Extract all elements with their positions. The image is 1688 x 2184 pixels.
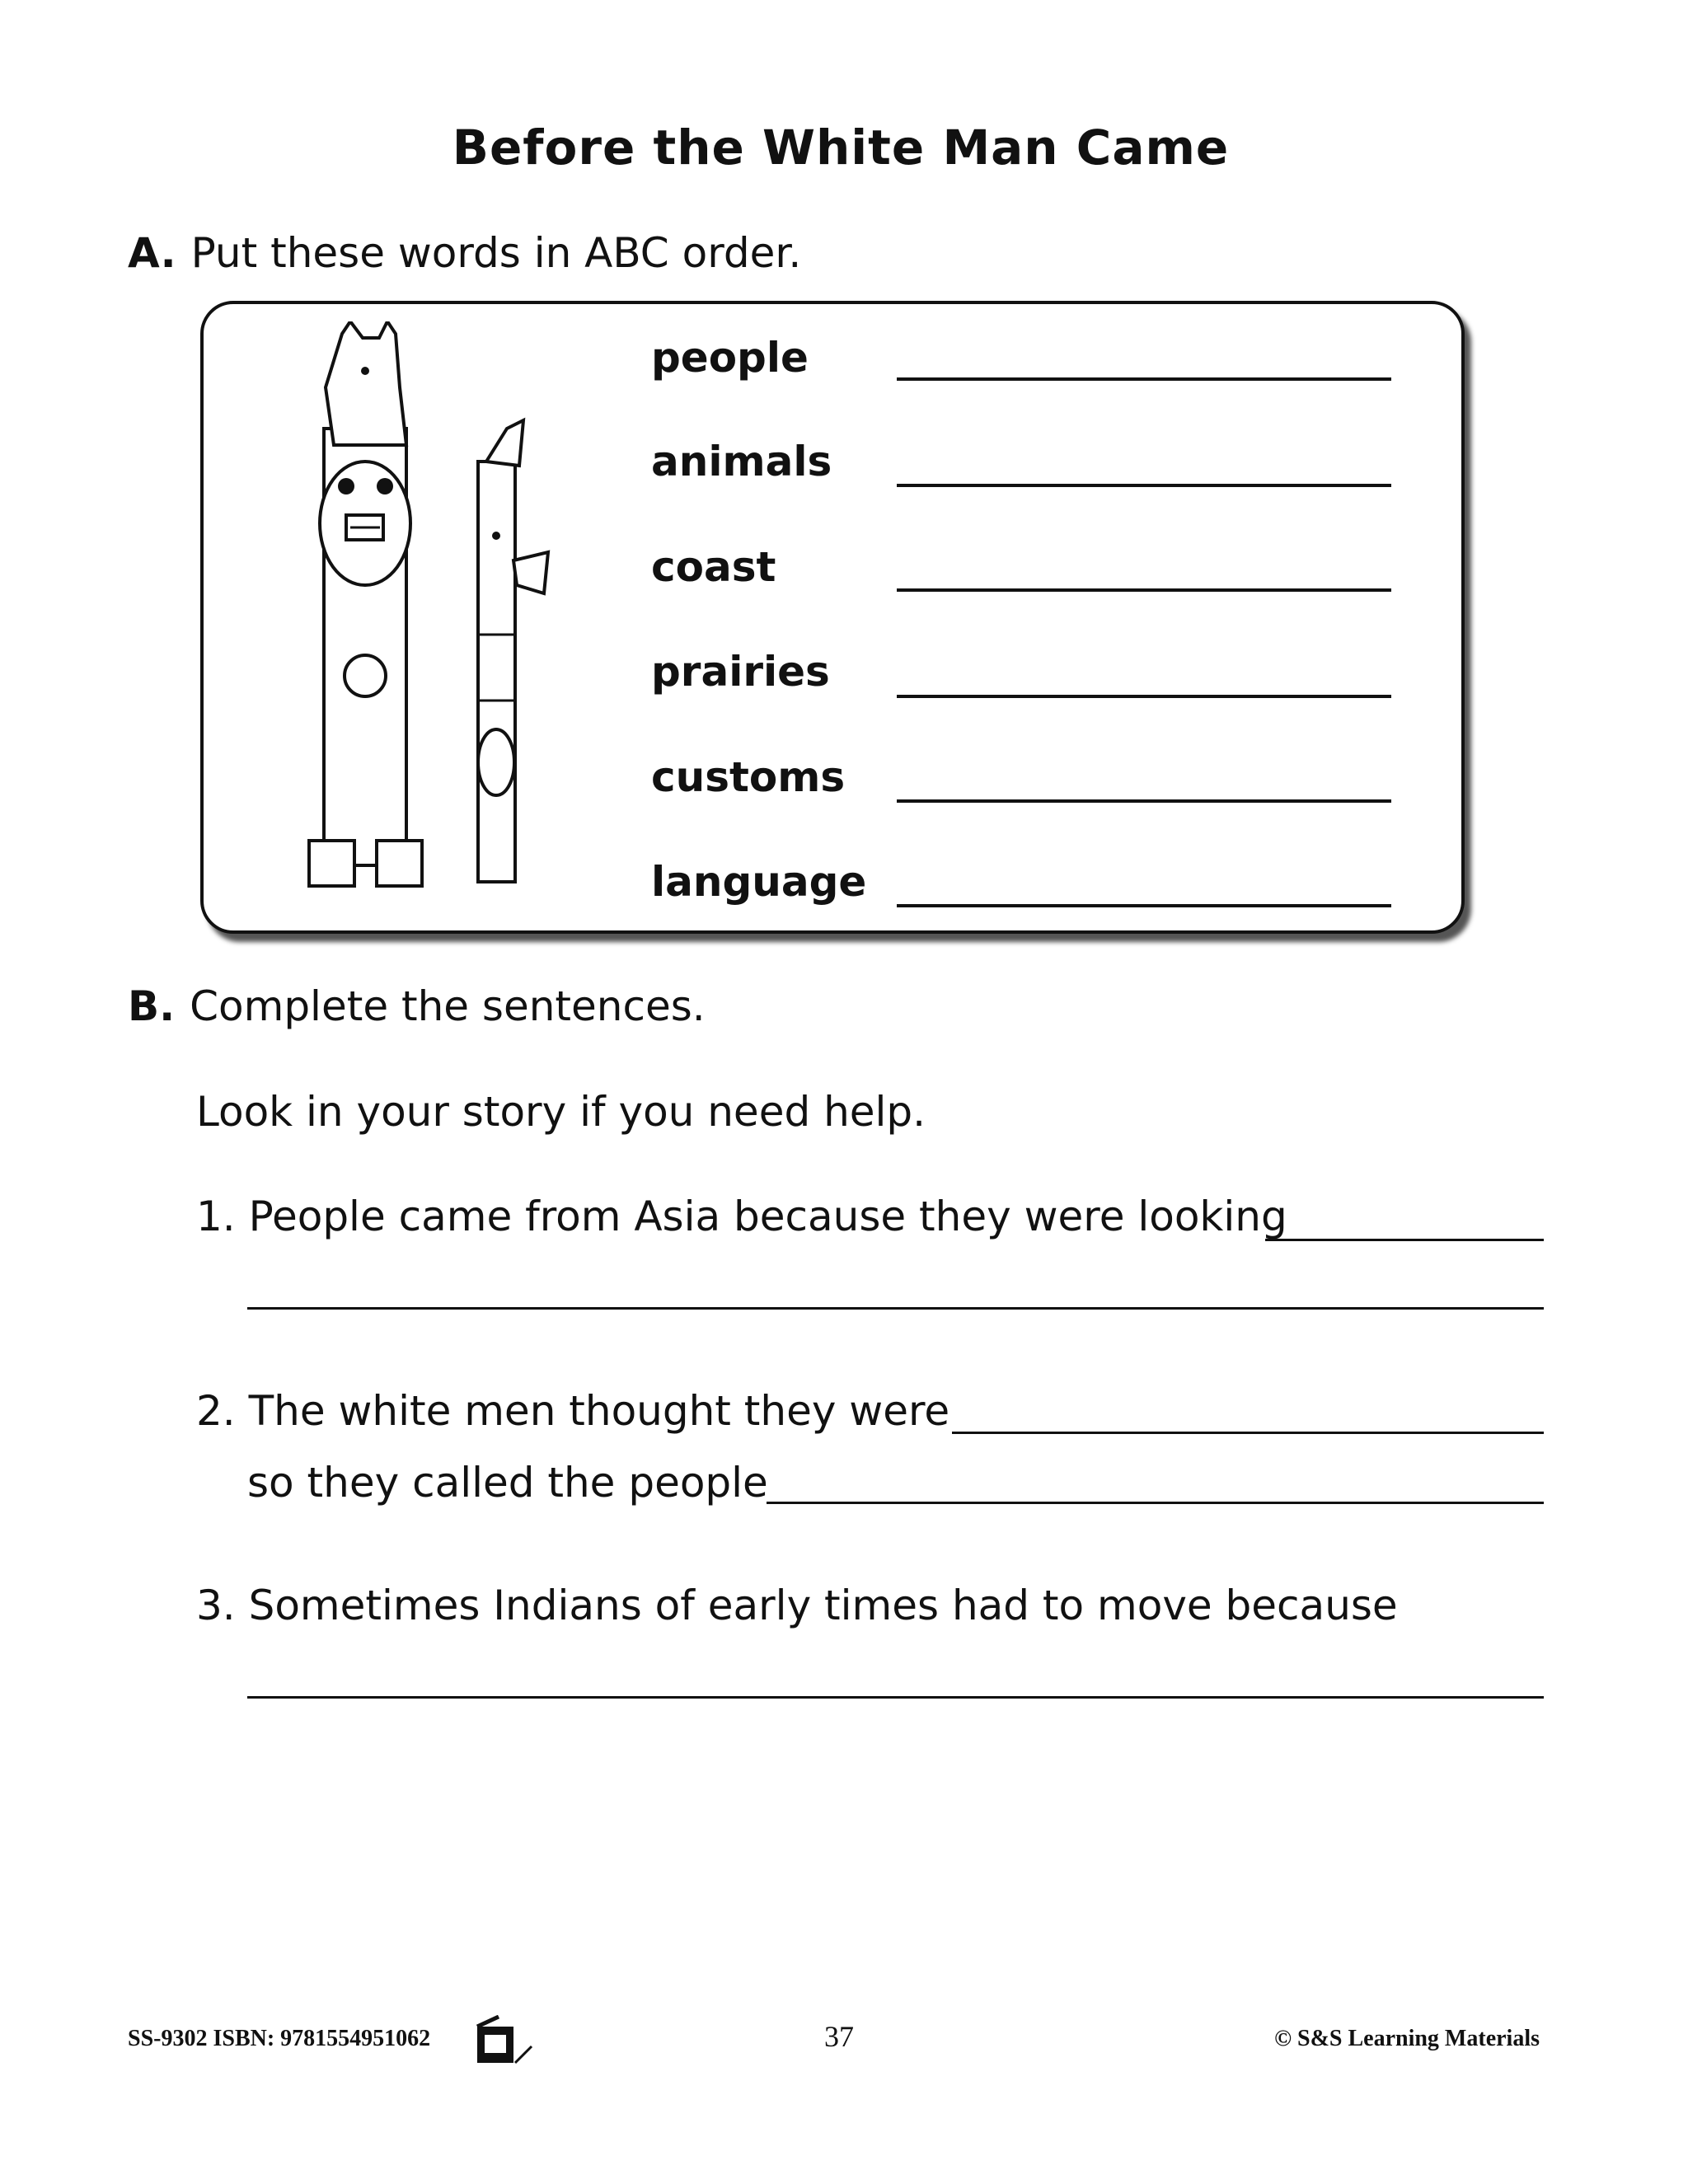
q1-answer-line-a[interactable] bbox=[1265, 1239, 1544, 1241]
page-title: Before the White Man Came bbox=[452, 120, 1230, 176]
page-number: 37 bbox=[824, 2020, 854, 2053]
hint-text: Look in your story if you need help. bbox=[196, 1088, 926, 1136]
section-a-heading bbox=[128, 229, 801, 277]
footer-copyright: © S&S Learning Materials bbox=[1274, 2026, 1540, 2051]
copier-icon bbox=[474, 2015, 573, 2064]
section-instruction: Complete the sentences. bbox=[190, 982, 706, 1030]
question-3: 3. Sometimes Indians of early times had to move because bbox=[196, 1582, 1398, 1629]
section-b-heading bbox=[128, 982, 706, 1030]
word-coast: coast bbox=[651, 543, 776, 591]
q3-answer-line[interactable] bbox=[247, 1696, 1544, 1699]
word-animals: animals bbox=[651, 438, 832, 485]
totem-pole-illustration bbox=[301, 321, 573, 902]
question-2b: so they called the people bbox=[247, 1459, 768, 1507]
answer-line-6[interactable] bbox=[897, 904, 1391, 907]
word-language: language bbox=[651, 858, 867, 906]
footer-code: SS-9302 ISBN: 9781554951062 bbox=[128, 2026, 431, 2051]
answer-line-5[interactable] bbox=[897, 799, 1391, 803]
section-letter: B. bbox=[128, 982, 176, 1030]
question-2a: 2. The white men thought they were bbox=[196, 1387, 950, 1435]
answer-line-2[interactable] bbox=[897, 484, 1391, 487]
q1-answer-line-b[interactable] bbox=[247, 1307, 1544, 1310]
word-people: people bbox=[651, 334, 809, 382]
section-letter: A. bbox=[128, 229, 176, 277]
q2-answer-line-b[interactable] bbox=[767, 1502, 1544, 1504]
question-1: 1. People came from Asia because they were looking bbox=[196, 1193, 1287, 1240]
word-customs: customs bbox=[651, 753, 846, 801]
q2-answer-line-a[interactable] bbox=[952, 1432, 1544, 1434]
word-prairies: prairies bbox=[651, 648, 830, 696]
answer-line-4[interactable] bbox=[897, 695, 1391, 698]
answer-line-3[interactable] bbox=[897, 588, 1391, 592]
section-instruction: Put these words in ABC order. bbox=[190, 229, 802, 277]
answer-line-1[interactable] bbox=[897, 377, 1391, 381]
